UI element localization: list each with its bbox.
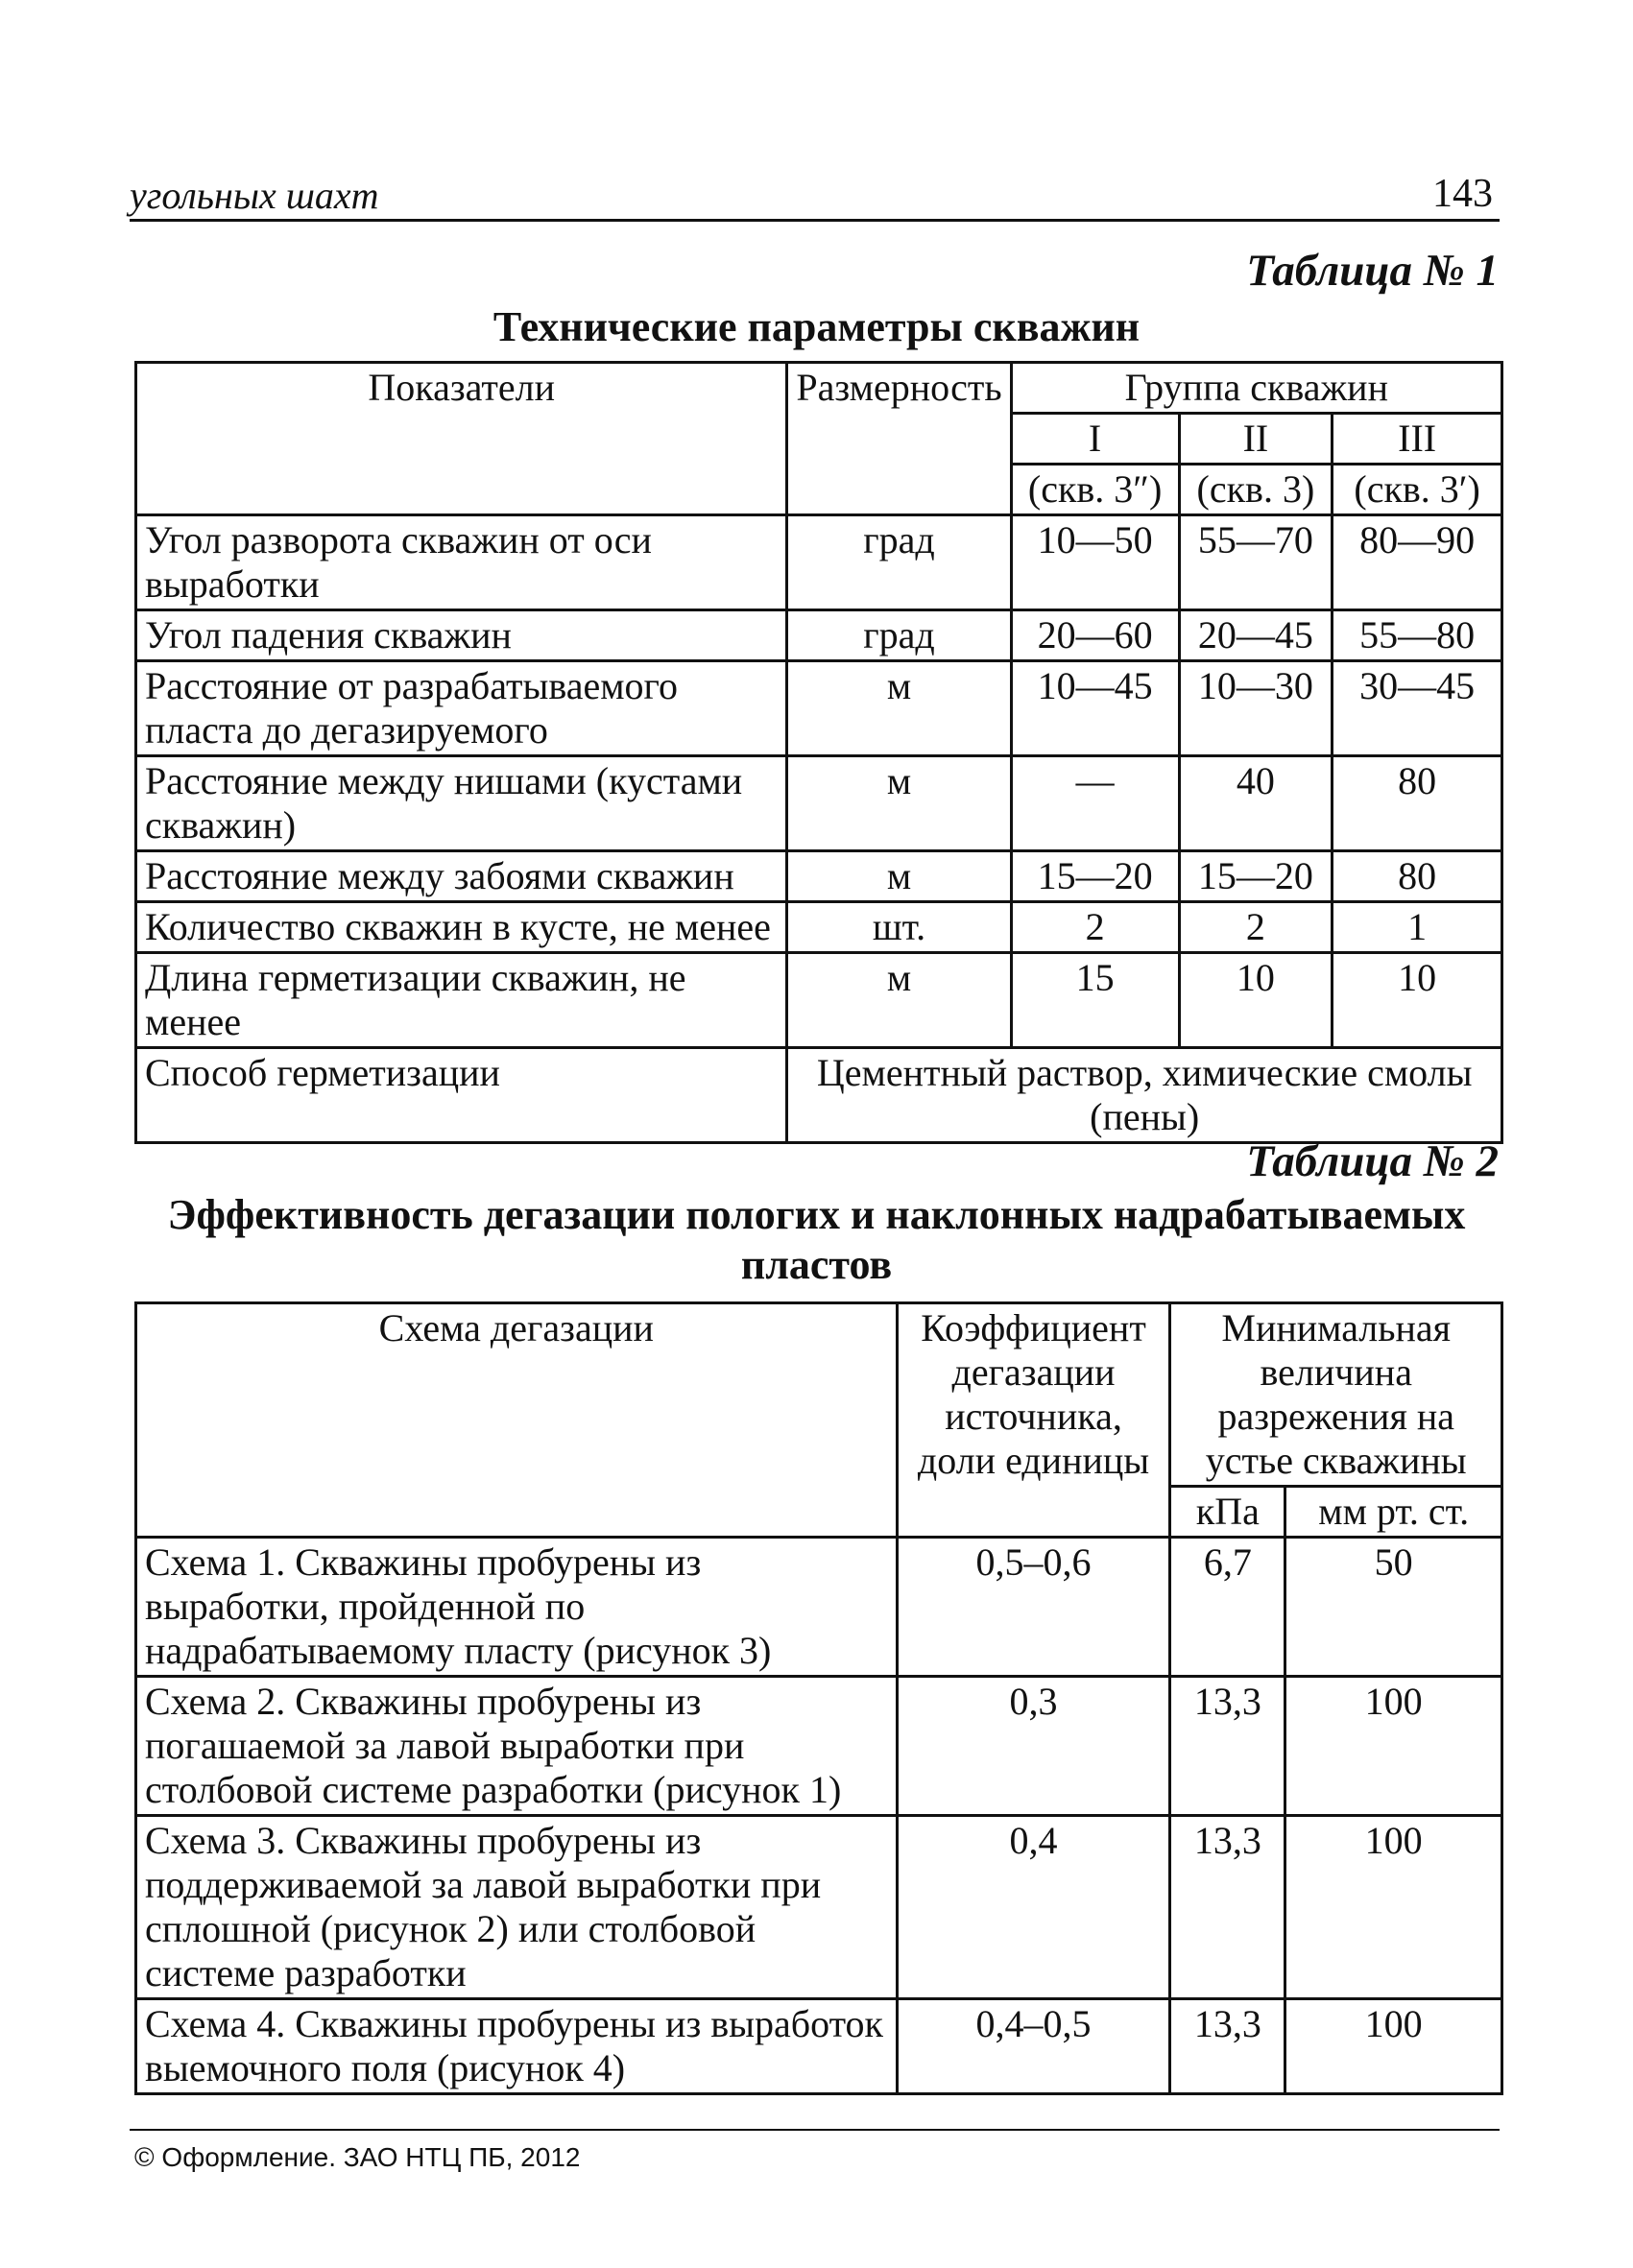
- table-row: [136, 1048, 1502, 1143]
- group-1-value: 15: [1011, 953, 1179, 1048]
- table-row: [136, 953, 1502, 1048]
- scheme-description: Схема 2. Скважины пробурены из погашаемой за лавой выработки при столбовой системе разработки (рисунок 1): [136, 1677, 898, 1816]
- vacuum-kpa: 6,7: [1170, 1538, 1285, 1677]
- table-row: [136, 1677, 1502, 1816]
- group-3-value: 80—90: [1333, 515, 1502, 610]
- table-row: [136, 515, 1502, 610]
- degassing-coefficient: 0,3: [897, 1677, 1170, 1816]
- degassing-coefficient: 0,4–0,5: [897, 1999, 1170, 2094]
- parameter-unit: град: [787, 610, 1011, 661]
- group-3-value: 55—80: [1333, 610, 1502, 661]
- table1-label: Таблица № 1: [1246, 246, 1499, 296]
- group-1-value: 10—50: [1011, 515, 1179, 610]
- vacuum-mmhg: 100: [1285, 1816, 1502, 1999]
- group-1-value: —: [1011, 756, 1179, 851]
- table-row: [136, 1816, 1502, 1999]
- table-row: [136, 1538, 1502, 1677]
- group-2-value: 55—70: [1179, 515, 1333, 610]
- parameter-unit: м: [787, 953, 1011, 1048]
- parameter-name: Расстояние от разрабатываемого пласта до дегазируемого: [136, 661, 787, 756]
- group-1-number: I: [1011, 414, 1179, 465]
- table-row: [136, 756, 1502, 851]
- parameter-unit: м: [787, 851, 1011, 902]
- parameter-name: Угол падения скважин: [136, 610, 787, 661]
- sealing-method-value: Цементный раствор, химические смолы (пены): [787, 1048, 1502, 1143]
- group-3-value: 80: [1333, 756, 1502, 851]
- group-3-value: 1: [1333, 902, 1502, 953]
- scheme-description: Схема 1. Скважины пробурены из выработки, пройденной по надрабатываемому пласту (рисунок 3): [136, 1538, 898, 1677]
- parameter-name: Угол разворота скважин от оси выработки: [136, 515, 787, 610]
- col-scheme-header: Схема дегазации: [136, 1303, 898, 1538]
- group-3-value: 80: [1333, 851, 1502, 902]
- parameter-name: Количество скважин в кусте, не менее: [136, 902, 787, 953]
- table2: [134, 1301, 1503, 2095]
- parameter-unit: м: [787, 756, 1011, 851]
- table2-label: Таблица № 2: [1246, 1136, 1499, 1186]
- group-1-value: 15—20: [1011, 851, 1179, 902]
- group-2-value: 2: [1179, 902, 1333, 953]
- vacuum-kpa: 13,3: [1170, 1816, 1285, 1999]
- table-row: [136, 902, 1502, 953]
- col-indicators-header: Показатели: [136, 363, 787, 515]
- footer-divider: [130, 2129, 1500, 2131]
- page-number: 143: [1432, 172, 1493, 216]
- parameter-name: Длина герметизации скважин, не менее: [136, 953, 787, 1048]
- vacuum-kpa: 13,3: [1170, 1677, 1285, 1816]
- group-2-value: 10: [1179, 953, 1333, 1048]
- col-kpa-header: кПа: [1170, 1487, 1285, 1538]
- table1-title: Технические параметры скважин: [492, 303, 1141, 350]
- running-title: угольных шахт: [130, 174, 379, 217]
- group-2-value: 10—30: [1179, 661, 1333, 756]
- degassing-coefficient: 0,4: [897, 1816, 1170, 1999]
- table-row: [136, 610, 1502, 661]
- col-group-header: Группа скважин: [1011, 363, 1501, 414]
- vacuum-mmhg: 50: [1285, 1538, 1502, 1677]
- col-coefficient-header: Коэффициент дегазации источника, доли единицы: [897, 1303, 1170, 1538]
- group-3-value: 10: [1333, 953, 1502, 1048]
- table2-title: Эффективность дегазации пологих и наклонных надрабатываемых пластов: [167, 1191, 1466, 1288]
- vacuum-mmhg: 100: [1285, 1999, 1502, 2094]
- parameter-name: Расстояние между нишами (кустами скважин): [136, 756, 787, 851]
- group-1-value: 2: [1011, 902, 1179, 953]
- table-row: [136, 1999, 1502, 2094]
- col-mmhg-header: мм рт. ст.: [1285, 1487, 1502, 1538]
- parameter-unit: шт.: [787, 902, 1011, 953]
- vacuum-mmhg: 100: [1285, 1677, 1502, 1816]
- group-2-value: 20—45: [1179, 610, 1333, 661]
- copyright: © Оформление. ЗАО НТЦ ПБ, 2012: [134, 2142, 581, 2172]
- col-unit-header: Размерность: [787, 363, 1011, 515]
- table-row: [136, 851, 1502, 902]
- group-2-number: II: [1179, 414, 1333, 465]
- group-1-value: 20—60: [1011, 610, 1179, 661]
- table-row: [136, 661, 1502, 756]
- col-min-vacuum-header: Минимальная величина разрежения на устье скважины: [1170, 1303, 1502, 1487]
- group-3-value: 30—45: [1333, 661, 1502, 756]
- group-3-number: III: [1333, 414, 1502, 465]
- group-2-value: 15—20: [1179, 851, 1333, 902]
- sealing-method-name: Способ герметизации: [136, 1048, 787, 1143]
- header-divider: [130, 219, 1500, 222]
- parameter-name: Расстояние между забоями скважин: [136, 851, 787, 902]
- scheme-description: Схема 4. Скважины пробурены из выработок выемочного поля (рисунок 4): [136, 1999, 898, 2094]
- group-1-subtitle: (скв. 3″): [1011, 465, 1179, 515]
- degassing-coefficient: 0,5–0,6: [897, 1538, 1170, 1677]
- vacuum-kpa: 13,3: [1170, 1999, 1285, 2094]
- scheme-description: Схема 3. Скважины пробурены из поддерживаемой за лавой выработки при сплошной (рисунок 2) или столбовой системе разработки: [136, 1816, 898, 1999]
- group-2-subtitle: (скв. 3): [1179, 465, 1333, 515]
- group-1-value: 10—45: [1011, 661, 1179, 756]
- group-2-value: 40: [1179, 756, 1333, 851]
- parameter-unit: м: [787, 661, 1011, 756]
- group-3-subtitle: (скв. 3′): [1333, 465, 1502, 515]
- parameter-unit: град: [787, 515, 1011, 610]
- table1: [134, 361, 1503, 1144]
